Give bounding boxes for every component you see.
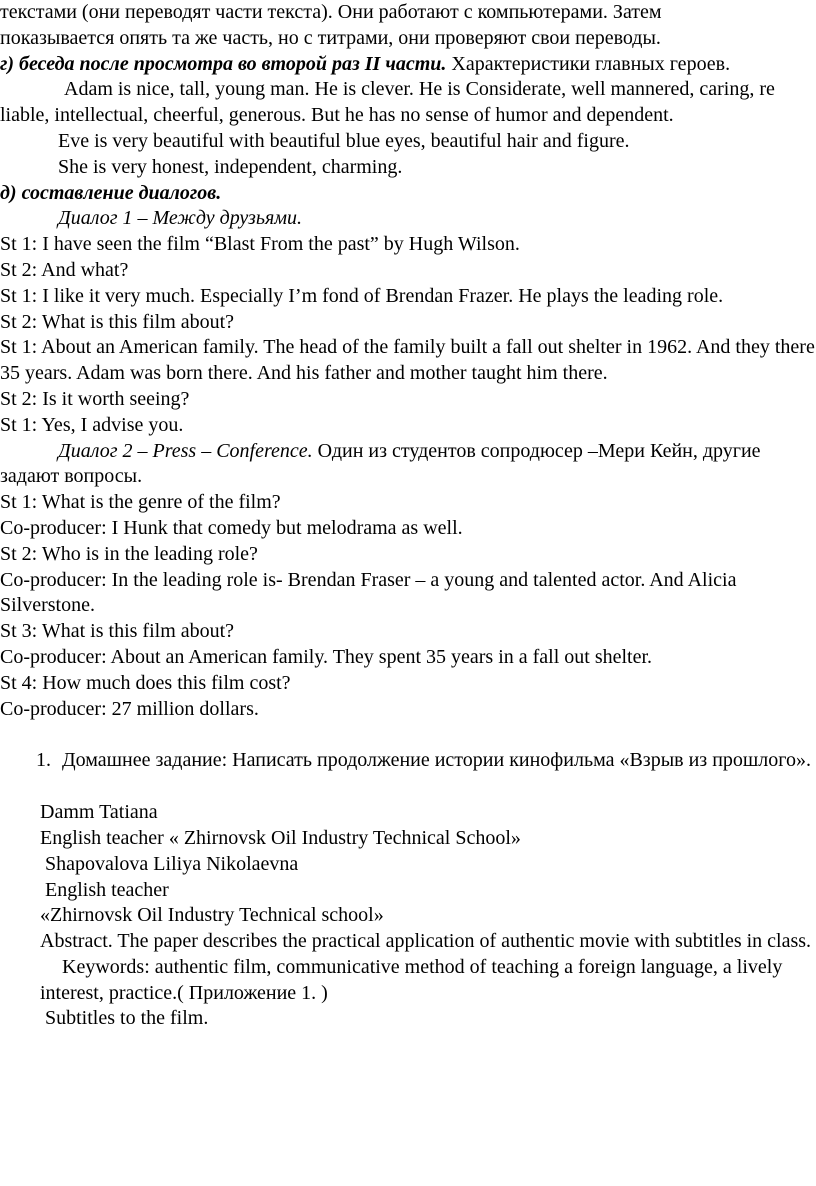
keywords: Keywords: authentic film, communicative method of teaching a foreign language, a lively interest, practice.( Приложение 1. ) [40,955,783,1004]
dialog-2-line: St 3: What is this film about? [0,620,235,643]
section-g-text: Характеристики главных героев. [446,52,731,75]
hero-eve-2: She is very honest, independent, charming. [58,155,403,178]
homework-text: Домашнее задание: Написать продолжение истории кинофильма «Взрыв из прошлого». [62,749,811,772]
author-1-name: Damm Tatiana [40,801,158,824]
dialog-2-line: St 4: How much does this film cost? [0,671,291,694]
hero-eve-1: Eve is very beautiful with beautiful blue eyes, beautiful hair and figure. [58,129,630,152]
dialog-1-line: St 1: I have seen the film “Blast From the past” by Hugh Wilson. [0,233,520,256]
dialog-1-line: St 1: Yes, I advise you. [0,413,184,436]
dialog-2-line: St 1: What is the genre of the film? [0,491,281,514]
hero-adam: Adam is nice, tall, young man. He is clever. He is Considerate, well mannered, caring, re liable, intellectual, cheerful, generous. But he has no sense of humor and dependent. [0,78,775,127]
author-2-org: «Zhirnovsk Oil Industry Technical school» [40,904,384,927]
homework-item [0,748,816,774]
dialog-2-line: Co-producer: About an American family. They spent 35 years in a fall out shelter. [0,645,653,668]
spacer [0,722,816,748]
intro-line-2: показывается опять та же часть, но с титрами, они проверяют свои переводы. [0,26,661,49]
dialog-1-line: St 1: About an American family. The head of the family built a fall out shelter in 1962. And they there 35 years. Adam was born there. And his father and mother taught him there. [0,336,815,385]
dialog-2-intro-paragraph [0,439,816,491]
dialog-2-line: Co-producer: In the leading role is- Brendan Fraser – a young and talented actor. And Alicia Silverstone. [0,568,737,617]
author-2-role: English teacher [45,878,169,901]
dialog-2-line: Co-producer: I Hunk that comedy but melodrama as well. [0,516,463,539]
dialog-1-line: St 1: I like it very much. Especially I’m fond of Brendan Frazer. He plays the leading role. [0,284,724,307]
dialog-1-line: St 2: Is it worth seeing? [0,387,190,410]
signature-block [0,800,816,1032]
dialog-1-line: St 2: What is this film about? [0,310,235,333]
dialog-1-line: St 2: And what? [0,258,129,281]
section-d-heading: д) составление диалогов. [0,181,222,204]
dialog-2-title: Диалог 2 – Press – Conference. [58,439,313,462]
dialog-2-line: Co-producer: 27 million dollars. [0,697,259,720]
section-g-paragraph [0,52,816,78]
dialog-2-line: St 2: Who is in the leading role? [0,542,258,565]
intro-line-1: текстами (они переводят части текста). Они работают с компьютерами. Затем [0,1,662,23]
dialog-1-title: Диалог 1 – Между друзьями. [58,207,303,230]
section-g-heading: г) беседа после просмотра во второй раз II части. [0,52,447,75]
dialog-2-intro: Один из студентов сопродюсер –Мери Кейн, другие задают вопросы. [0,439,761,488]
homework-number: 1. [36,749,51,772]
author-2-name: Shapovalova Liliya Nikolaevna [45,852,299,875]
spacer [0,774,816,800]
author-1-role: English teacher « Zhirnovsk Oil Industry Technical School» [40,826,521,849]
abstract: Abstract. The paper describes the practical application of authentic movie with subtitles in class. [40,930,812,953]
subtitles-label: Subtitles to the film. [45,1007,209,1030]
